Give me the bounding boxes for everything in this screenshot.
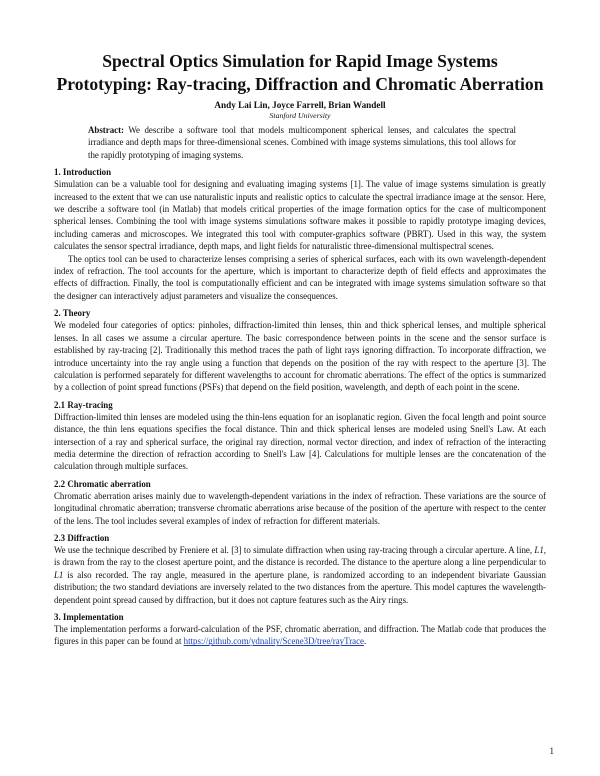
title-line-2: Prototyping: Ray-tracing, Diffraction and Chromatic Aberration: [56, 74, 544, 94]
abstract: [88, 124, 516, 161]
diffraction-text-b: , is drawn from the ray to the closest aperture point, and the distance is recorded. The distance to the aperture along a line perpendicular to: [54, 544, 546, 568]
theory-paragraph: We modeled four categories of optics: pinholes, diffraction-limited thin lenses, thin and thick spherical lenses, and multiple spherical lenses. In all cases we assume a circular aperture. The basic correspondence between points in the scene and the sensor surface is established by ray-tracing [2]. Traditionally this method traces the path of light rays ignoring diffraction. To incorporate diffraction, we introduce uncertainty into the ray angle using a function that depends on the position of the ray with respect to the aperture [3]. The calculation is performed separately for different wavelengths to account for chromatic aberrations. The effect of the optics is summarized by a collection of point spread functions (PSFs) that depend on the field position, wavelength, and depth of each point in the scene.: [54, 320, 546, 393]
raytracing-paragraph: Diffraction-limited thin lenses are modeled using the thin-lens equation for an isoplanatic region. Given the focal length and point source distance, the thin lens equations specifies the focal distance. Thin and thick spherical lenses are modeled using Snell's Law. At each intersection of a ray and spherical surface, the original ray direction, normal vector direction, and index of refraction of the interacting media determine the direction of refraction according to Snell's Law [4]. Calculations for multiple lenses are the concatenation of the calculation through multiple surfaces.: [54, 411, 546, 472]
chromatic-heading: 2.2 Chromatic aberration: [54, 478, 151, 489]
abstract-label: Abstract:: [88, 125, 124, 135]
title-line-1: Spectral Optics Simulation for Rapid Image Systems: [102, 51, 498, 71]
implementation-heading: 3. Implementation: [54, 612, 124, 622]
code-repository-link[interactable]: https://github.com/ydnality/Scene3D/tree/rayTrace: [183, 636, 364, 647]
intro-heading: 1. Introduction: [54, 167, 112, 178]
author-list: Andy Lai Lin, Joyce Farrell, Brian Wandell: [214, 100, 386, 110]
paper-title: [54, 0, 546, 96]
line-symbol-l1: L1: [534, 544, 544, 555]
affiliation: Stanford University: [269, 111, 331, 120]
raytracing-heading: 2.1 Ray-tracing: [54, 399, 113, 410]
abstract-text: We describe a software tool that models multicomponent spherical lenses, and calculates the spectral irradiance and depth maps for three-dimensional scenes. Combined with image systems simulations, this tool allows for the rapidly prototyping of imaging systems.: [88, 125, 516, 160]
implementation-paragraph: [54, 623, 546, 648]
diffraction-paragraph: [54, 544, 546, 606]
intro-paragraph-1: Simulation can be a valuable tool for designing and evaluating imaging systems [1]. The value of image systems simulation is greatly increased to the extent that we can use naturalistic inputs and realistic optics to calculate the spectral irradiance image at the sensor. Here, we describe a software tool (in Matlab) that models critical properties of the image formation optics for the case of multicomponent spherical lenses. Combining the tool with image systems simulations software makes it possible to rapidly prototype imaging devices, including cameras and microscopes. We integrated this tool with computer-graphics software (PBRT). Used in this way, the system calculates the sensor spectral irradiance, depth maps, and light fields for naturalistic three-dimensional multispectral scenes.: [54, 179, 546, 252]
diffraction-text-c: is also recorded. The ray angle, measured in the aperture plane, is randomized according to an independent bivariate Gaussian distribution; the two standard deviations are inversely related to the two distances from the aperture. This model captures the wavelength-dependent point spread caused by diffraction, but it does not capture features such as the Airy rings.: [54, 569, 546, 605]
diffraction-text-a: We use the technique described by Freniere et al. [3] to simulate diffraction when using ray-tracing through a circular aperture. A line,: [54, 544, 535, 555]
implementation-text: The implementation performs a forward-calculation of the PSF, chromatic aberration, and diffraction. The Matlab code that produces the figures in this paper can be found at: [54, 624, 546, 647]
diffraction-heading: 2.3 Diffraction: [54, 532, 110, 543]
line-symbol-l1-second: L1: [54, 569, 64, 580]
chromatic-paragraph: Chromatic aberration arises mainly due to wavelength-dependent variations in the index of refraction. These variations are the source of longitudinal chromatic aberration; transverse chromatic aberrations arise because of the position of the aperture with respect to the center of the lens. The tool includes several examples of index of refraction for different materials.: [54, 490, 546, 526]
theory-heading: 2. Theory: [54, 308, 91, 319]
intro-paragraph-2: The optics tool can be used to characterize lenses comprising a series of spherical surfaces, each with its own wavelength-dependent index of refraction. The tool accounts for the aperture, which is important to characterize depth of field effects and approximates the effects of diffraction. Finally, the tool is computationally efficient and can be integrated with image systems simulation software so that the designer can interactively adjust parameters and visualize the consequences.: [54, 253, 546, 301]
page-number: 1: [549, 746, 554, 756]
implementation-text-end: .: [363, 636, 367, 647]
